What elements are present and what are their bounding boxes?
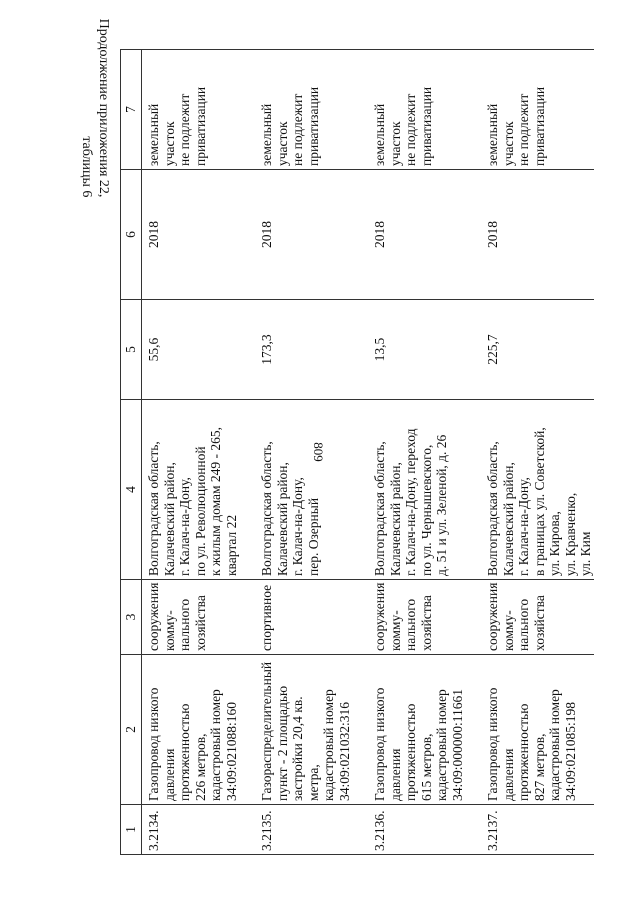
note-line: не подлежит xyxy=(403,93,418,166)
address-cell xyxy=(368,400,481,580)
year-cell: 2018 xyxy=(142,170,256,300)
object-name-line: давления протяженностью xyxy=(161,703,192,801)
object-name-line: Газораспределительный xyxy=(259,661,274,801)
note-line: не подлежит xyxy=(290,93,305,166)
address-line: Волгоградская область, xyxy=(372,441,387,576)
property-table xyxy=(120,49,594,855)
address-line: ул. Ким xyxy=(578,531,593,576)
note-line: земельный xyxy=(146,103,161,166)
note-cell xyxy=(368,50,481,170)
purpose-line: хозяйства xyxy=(531,595,547,651)
address-line: Волгоградская область, xyxy=(485,441,500,576)
address-line: Волгоградская область, xyxy=(146,441,161,576)
object-name-line: Газопровод низкого xyxy=(372,687,387,801)
object-name-line: 226 метров, xyxy=(192,733,208,801)
object-name-line: 34:09:021088:160 xyxy=(223,701,239,801)
object-name-line: кадастровый номер xyxy=(547,689,562,801)
object-name-line: давления протяженностью xyxy=(387,703,418,801)
purpose-line: комму- xyxy=(387,610,403,651)
address-line: по ул. Чернышевского, xyxy=(418,444,434,576)
note-cell xyxy=(255,50,368,170)
address-line: по ул. Революционной xyxy=(192,446,208,576)
note-line: земельный xyxy=(372,103,387,166)
address-cell xyxy=(255,400,368,580)
purpose-line: спортивное xyxy=(259,584,274,651)
year-cell: 2018 xyxy=(255,170,368,300)
purpose-line: нального xyxy=(403,598,418,651)
year-cell: 2018 xyxy=(481,170,594,300)
note-cell xyxy=(142,50,256,170)
row-number-cell: 3.2135. xyxy=(255,805,368,855)
note-line: приватизации xyxy=(192,86,208,166)
address-line: г. Калач-на-Дону, xyxy=(290,477,305,576)
table-row xyxy=(481,50,594,855)
object-name-line: 34:09:000000:11661 xyxy=(449,688,465,801)
table-row xyxy=(255,50,368,855)
continuation-line-2: таблицы 6 xyxy=(79,136,94,198)
purpose-line: комму- xyxy=(500,610,516,651)
header-cell-col-1: 1 xyxy=(121,805,142,855)
object-name-line: кадастровый номер xyxy=(321,689,336,801)
header-cell-col-7: 7 xyxy=(121,50,142,170)
note-cell xyxy=(481,50,594,170)
area-cell: 173,3 xyxy=(255,300,368,400)
header-cell-col-6: 6 xyxy=(121,170,142,300)
continuation-note xyxy=(78,19,112,198)
header-cell-col-3: 3 xyxy=(121,580,142,655)
object-name-line: 827 метров, xyxy=(531,733,547,801)
object-name-line: 34:09:021085:198 xyxy=(562,701,578,801)
object-name-line: застройки 20,4 кв. метра, xyxy=(290,696,321,801)
purpose-cell xyxy=(481,580,594,655)
address-line: г. Калач-на-Дону, xyxy=(516,477,531,576)
address-line: г. Калач-на-Дону, xyxy=(177,477,192,576)
address-cell xyxy=(481,400,594,580)
object-name-cell xyxy=(255,655,368,805)
note-line: земельный xyxy=(259,103,274,166)
purpose-line: хозяйства xyxy=(192,595,208,651)
table-body xyxy=(142,50,595,855)
header-cell-col-4: 4 xyxy=(121,400,142,580)
table-row xyxy=(142,50,256,855)
object-name-line: кадастровый номер xyxy=(434,689,449,801)
note-line: участок xyxy=(500,121,516,166)
table-row xyxy=(368,50,481,855)
area-cell: 225,7 xyxy=(481,300,594,400)
object-name-line: Газопровод низкого xyxy=(485,687,500,801)
object-name-line: Газопровод низкого xyxy=(146,687,161,801)
object-name-cell xyxy=(142,655,256,805)
address-cell xyxy=(142,400,256,580)
address-line: Калачевский район, xyxy=(274,462,290,576)
object-name-cell xyxy=(481,655,594,805)
address-line: в границах ул. Советской, xyxy=(531,427,547,576)
object-name-line: пункт - 2 площадью xyxy=(274,685,290,801)
purpose-line: хозяйства xyxy=(418,595,434,651)
address-line: ул. Кравченко, xyxy=(562,492,578,576)
page-number: 809 xyxy=(311,442,326,462)
header-cell-col-2: 2 xyxy=(121,655,142,805)
area-cell: 13,5 xyxy=(368,300,481,400)
header-cell-col-5: 5 xyxy=(121,300,142,400)
continuation-line-1: Продолжение приложения 22, xyxy=(96,18,111,198)
address-line: к жилым домам 249 - 265, xyxy=(208,426,223,576)
object-name-line: 34:09:021032:316 xyxy=(336,701,352,801)
year-cell: 2018 xyxy=(368,170,481,300)
note-line: приватизации xyxy=(531,86,547,166)
note-line: участок xyxy=(274,121,290,166)
object-name-line: кадастровый номер xyxy=(208,689,223,801)
address-line: квартал 22 xyxy=(223,514,239,576)
purpose-cell xyxy=(255,580,368,655)
row-number-cell: 3.2136. xyxy=(368,805,481,855)
note-line: участок xyxy=(161,121,177,166)
address-line: Калачевский район, xyxy=(161,462,177,576)
purpose-line: комму- xyxy=(161,610,177,651)
header-row xyxy=(121,50,142,855)
note-line: земельный xyxy=(485,103,500,166)
purpose-line: сооружения xyxy=(146,582,161,651)
address-line: Калачевский район, xyxy=(387,462,403,576)
address-line: пер. Озерный xyxy=(305,497,321,576)
note-line: приватизации xyxy=(305,86,321,166)
note-line: не подлежит xyxy=(177,93,192,166)
address-line: г. Калач-на-Дону, переход xyxy=(403,428,418,576)
purpose-line: сооружения xyxy=(372,582,387,651)
purpose-line: нального xyxy=(177,598,192,651)
address-line: Калачевский район, xyxy=(500,462,516,576)
row-number-cell: 3.2137. xyxy=(481,805,594,855)
address-line: Волгоградская область, xyxy=(259,441,274,576)
note-line: приватизации xyxy=(418,86,434,166)
area-cell: 55,6 xyxy=(142,300,256,400)
address-line: ул. Кирова, xyxy=(547,511,562,576)
rotated-table-frame xyxy=(120,50,600,855)
object-name-cell xyxy=(368,655,481,805)
purpose-line: нального xyxy=(516,598,531,651)
purpose-cell xyxy=(142,580,256,655)
object-name-line: давления протяженностью xyxy=(500,703,531,801)
address-line: д. 51 и ул. Зеленой, д. 26 xyxy=(434,434,449,576)
row-number-cell: 3.2134. xyxy=(142,805,256,855)
object-name-line: 615 метров, xyxy=(418,733,434,801)
note-line: участок xyxy=(387,121,403,166)
purpose-line: сооружения xyxy=(485,582,500,651)
note-line: не подлежит xyxy=(516,93,531,166)
purpose-cell xyxy=(368,580,481,655)
